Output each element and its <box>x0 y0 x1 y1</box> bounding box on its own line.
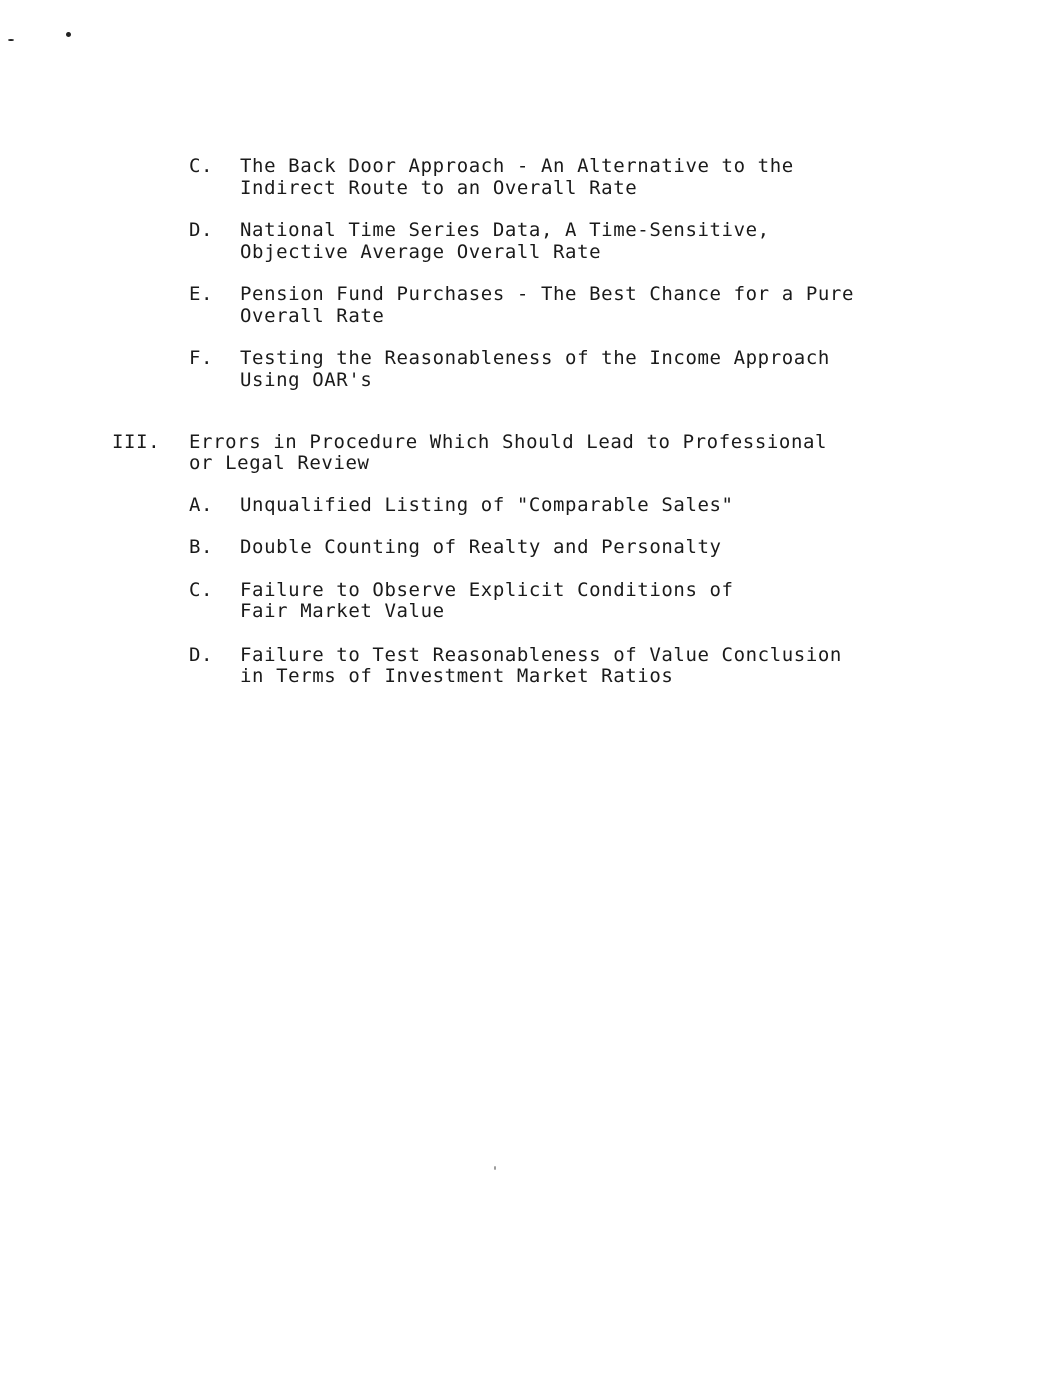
outline-item-letter: C. <box>189 579 214 601</box>
section-numeral: III. <box>112 431 161 453</box>
outline-item-text: Objective Average Overall Rate <box>240 241 602 263</box>
outline-item-text: Unqualified Listing of "Comparable Sales" <box>240 494 734 516</box>
scan-speck <box>8 39 14 41</box>
outline-item-text: Indirect Route to an Overall Rate <box>240 177 638 199</box>
outline-item-text: Overall Rate <box>240 305 385 327</box>
outline-item-letter: E. <box>189 283 214 305</box>
outline-item-text: Failure to Observe Explicit Conditions of <box>240 579 734 601</box>
outline-item-text: Failure to Test Reasonableness of Value Conclusion <box>240 644 842 666</box>
outline-item-text: Using OAR's <box>240 369 373 391</box>
section-title: Errors in Procedure Which Should Lead to Professional <box>189 431 828 453</box>
outline-item-text: Pension Fund Purchases - The Best Chance for a Pure <box>240 283 854 305</box>
outline-item-letter: D. <box>189 644 214 666</box>
scan-speck <box>66 32 71 37</box>
section-title: or Legal Review <box>189 452 370 474</box>
outline-item-text: National Time Series Data, A Time-Sensitive, <box>240 219 770 241</box>
outline-item-letter: B. <box>189 536 214 558</box>
outline-item-text: The Back Door Approach - An Alternative to the <box>240 155 794 177</box>
outline-item-letter: C. <box>189 155 214 177</box>
outline-item-letter: D. <box>189 219 214 241</box>
outline-item-text: Fair Market Value <box>240 600 445 622</box>
outline-item-letter: F. <box>189 347 214 369</box>
scan-speck <box>494 1166 496 1170</box>
outline-item-text: Testing the Reasonableness of the Income Approach <box>240 347 830 369</box>
outline-item-letter: A. <box>189 494 214 516</box>
outline-item-text: in Terms of Investment Market Ratios <box>240 665 674 687</box>
outline-item-text: Double Counting of Realty and Personalty <box>240 536 722 558</box>
